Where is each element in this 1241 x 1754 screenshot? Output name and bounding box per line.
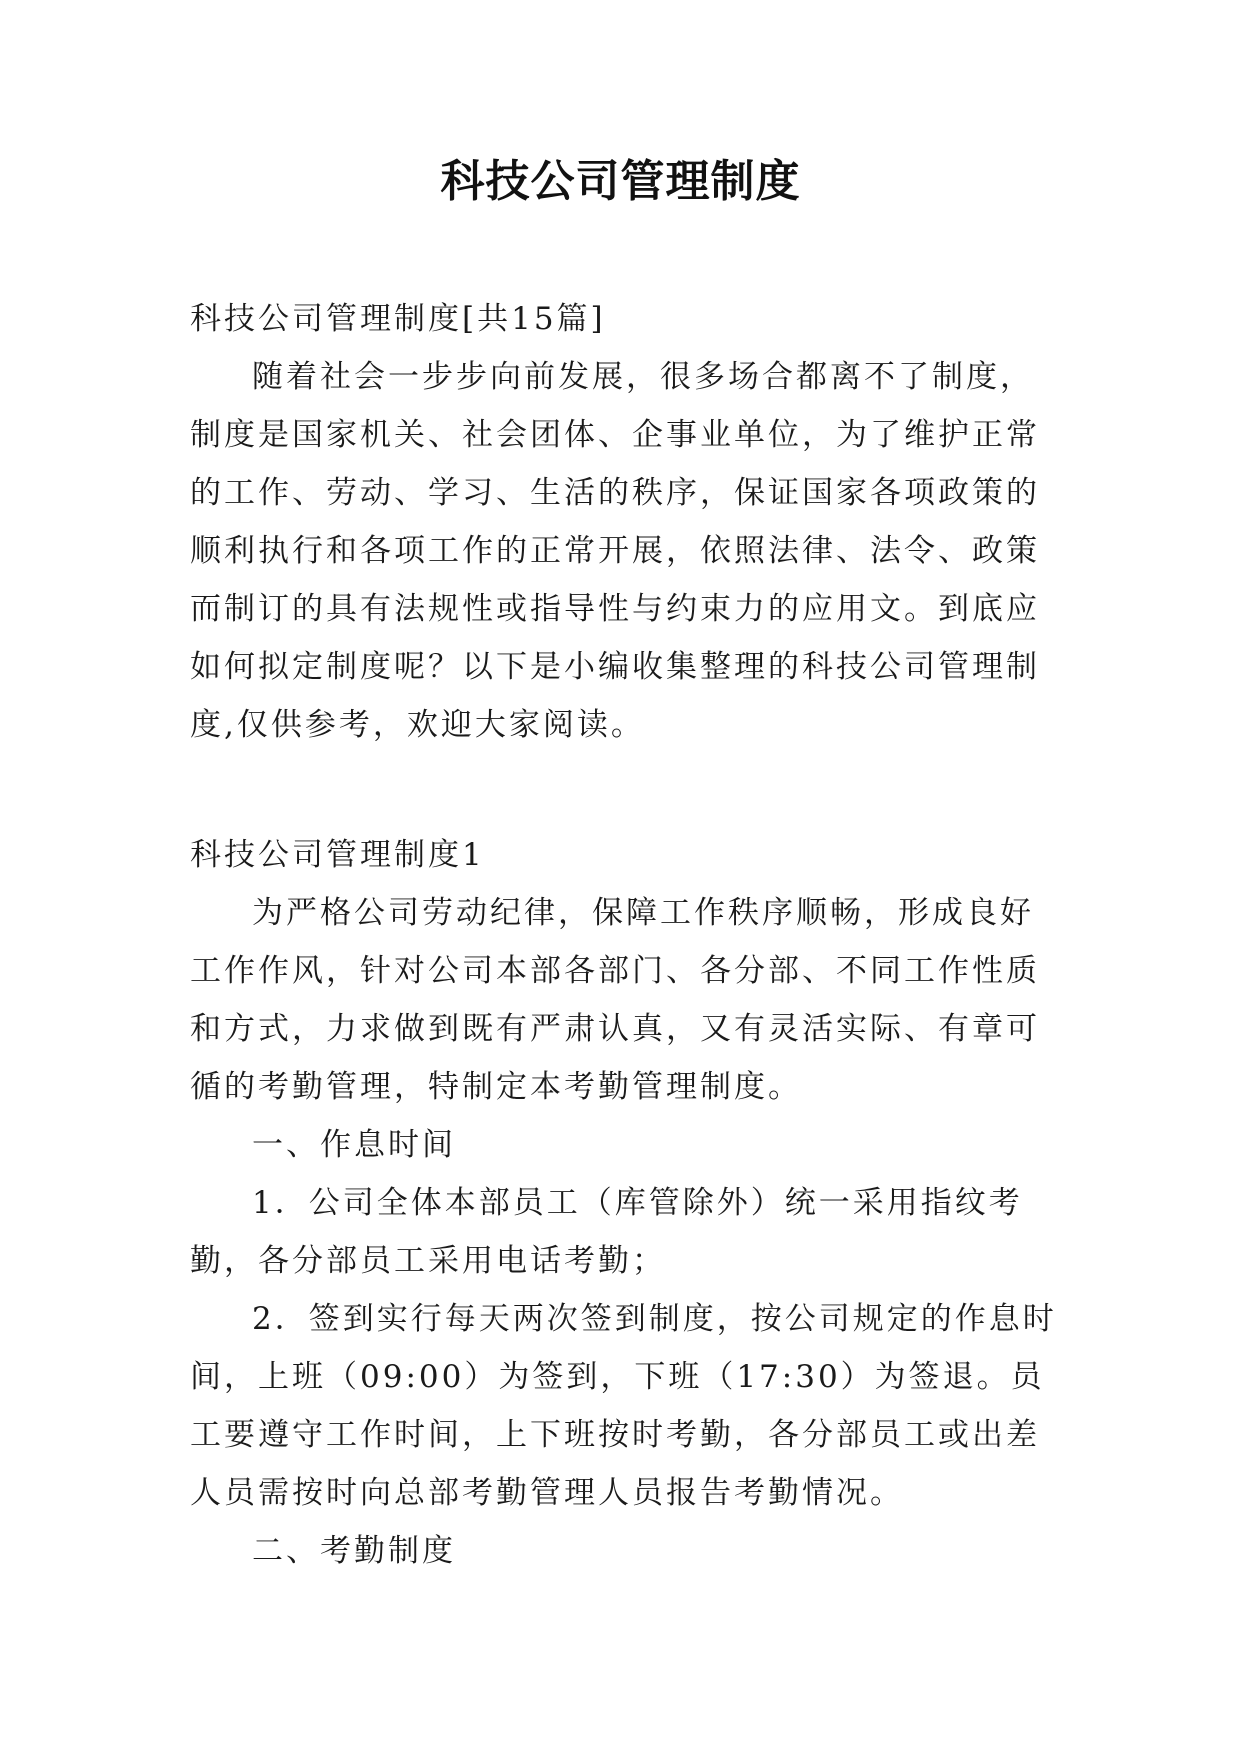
section-paragraph: 为严格公司劳动纪律，保障工作秩序顺畅，形成良好工作作风，针对公司本部各部门、各分部、不同工作性质和方式，力求做到既有严肃认真，又有灵活实际、有章可循的考勤管理，特制定本考勤管理制度。: [190, 895, 1040, 1105]
intro-paragraph: 随着社会一步步向前发展，很多场合都离不了制度，制度是国家机关、社会团体、企事业单位，为了维护正常的工作、劳动、学习、生活的秩序，保证国家各项政策的顺利执行和各项工作的正常开展，依照法律、法令、政策而制订的具有法规性或指导性与约束力的应用文。到底应如何拟定制度呢？以下是小编收集整理的科技公司管理制度,仅供参考，欢迎大家阅读。: [190, 359, 1040, 743]
spacer: [190, 754, 1062, 826]
document-body: [190, 290, 1062, 1580]
section-heading: 科技公司管理制度1: [190, 837, 485, 873]
list-item: 1．公司全体本部员工（库管除外）统一采用指纹考勤，各分部员工采用电话考勤；: [190, 1185, 1023, 1279]
subheading-attendance: 二、考勤制度: [252, 1533, 456, 1569]
subheading-work-hours: 一、作息时间: [252, 1127, 456, 1163]
document-title: 科技公司管理制度: [440, 156, 801, 207]
series-heading: 科技公司管理制度[共15篇]: [190, 301, 606, 337]
list-item: 2．签到实行每天两次签到制度，按公司规定的作息时间，上班（09:00）为签到，下班（17:30）为签退。员工要遵守工作时间，上下班按时考勤，各分部员工或出差人员需按时向总部考勤管理人员报告考勤情况。: [190, 1301, 1057, 1511]
